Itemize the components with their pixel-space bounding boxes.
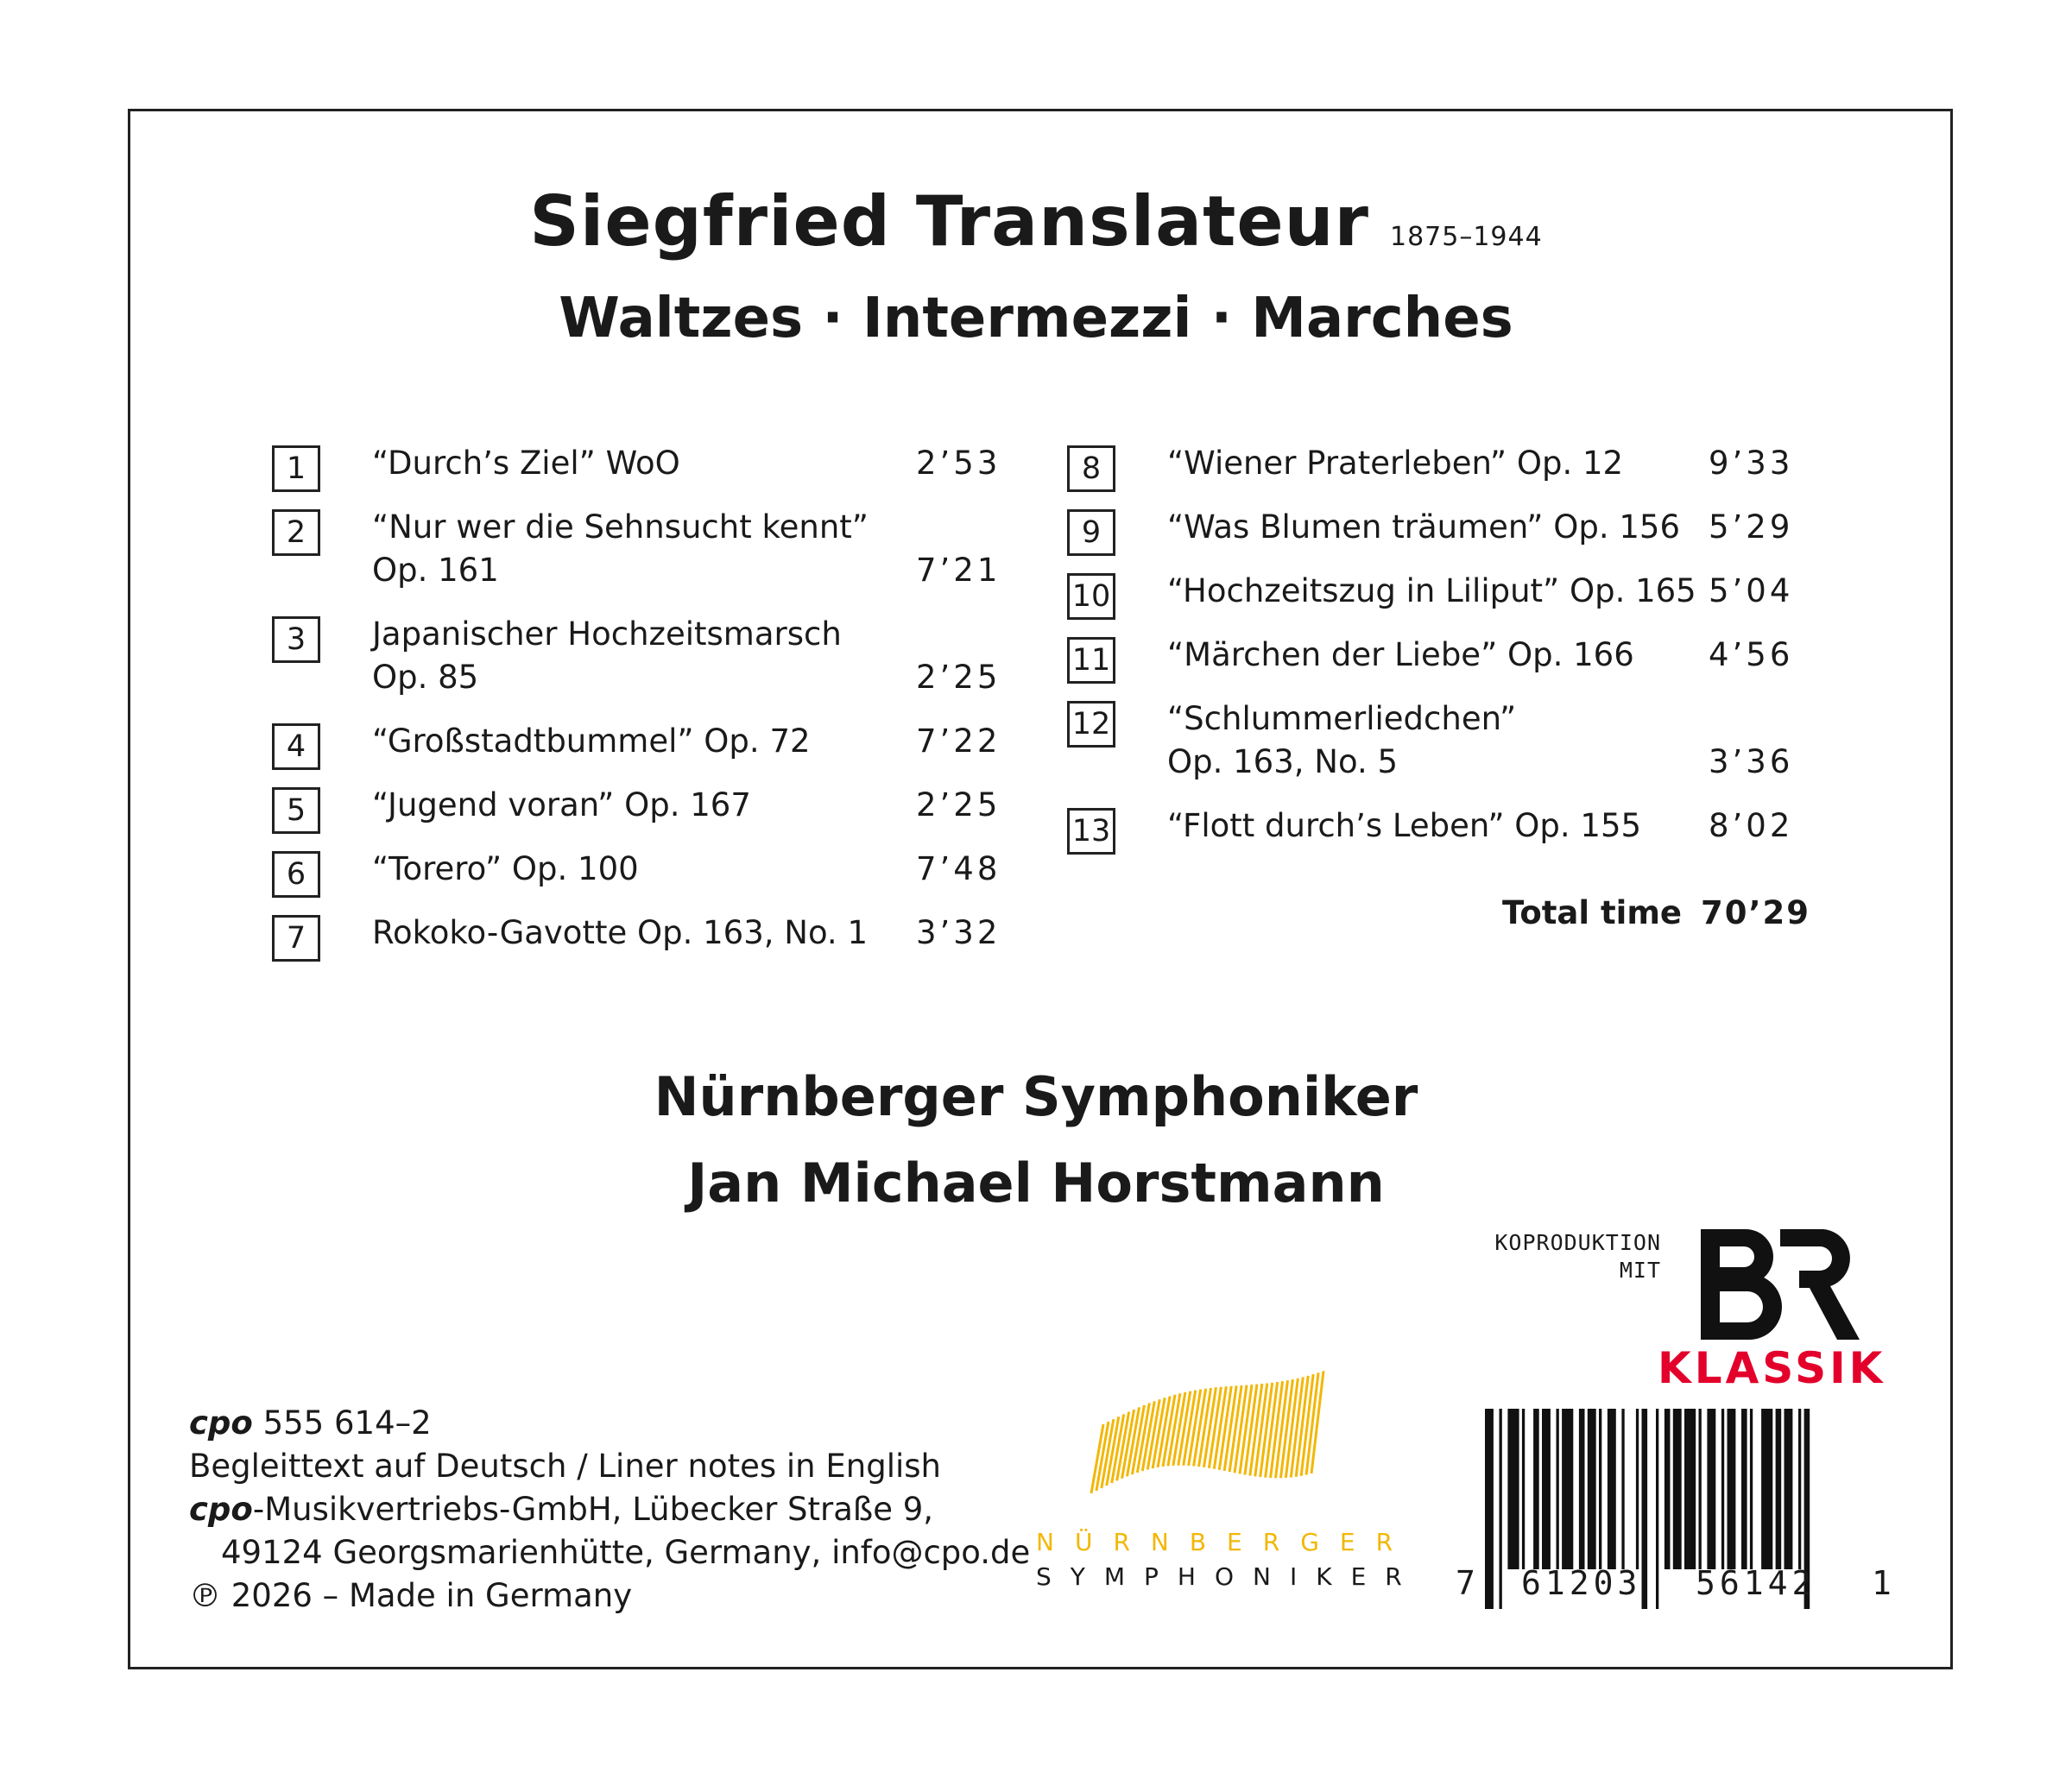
track-time: 2’53	[916, 445, 1001, 482]
barcode-bar	[1642, 1409, 1648, 1609]
orchestra-logo-line2: SYMPHONIKER	[1036, 1562, 1421, 1591]
barcode-bar	[1707, 1409, 1715, 1569]
catalog-line	[189, 1402, 432, 1445]
track-number: 12	[1067, 701, 1115, 748]
album-subtitle: Waltzes · Intermezzi · Marches	[559, 287, 1513, 350]
barcode-bar	[1579, 1409, 1585, 1569]
track-time: 9’33	[1709, 445, 1794, 482]
stylized-wave-flag-icon	[1079, 1355, 1338, 1498]
total-time-label: Total time	[1502, 894, 1682, 931]
br-klassik-wordmark: KLASSIK	[1658, 1343, 1886, 1393]
barcode-bar	[1557, 1409, 1559, 1569]
barcode-bar	[1798, 1409, 1801, 1569]
liner-notes-line: Begleittext auf Deutsch / Liner notes in English	[189, 1448, 941, 1485]
track-opus: Op. 161	[372, 552, 499, 589]
track-time: 8’02	[1709, 807, 1794, 844]
track-time: 2’25	[916, 786, 1001, 823]
barcode-bar	[1741, 1409, 1747, 1569]
composer-years: 1875–1944	[1390, 222, 1543, 252]
coproduction-line2: MIT	[1619, 1258, 1661, 1283]
track-time: 2’25	[916, 659, 1001, 696]
barcode-bar	[1542, 1409, 1551, 1569]
orchestra-logo-line1: NÜRNBERGER	[1036, 1528, 1414, 1556]
barcode-bar	[1785, 1409, 1793, 1569]
track-number: 8	[1067, 445, 1115, 492]
track-title: Rokoko-Gavotte Op. 163, No. 1	[372, 914, 868, 951]
track-time: 3’36	[1709, 743, 1794, 780]
track-time: 7’22	[916, 722, 1001, 760]
track-number: 4	[272, 723, 320, 770]
barcode-bar	[1533, 1409, 1539, 1569]
track-time: 5’04	[1709, 572, 1794, 609]
track-title: “Torero” Op. 100	[372, 850, 639, 887]
track-title: “Jugend voran” Op. 167	[372, 786, 751, 823]
company-line	[189, 1488, 933, 1531]
coproduction-label	[1468, 1229, 1661, 1284]
track-title: “Wiener Praterleben” Op. 12	[1167, 445, 1624, 482]
br-logo-glyph	[1701, 1229, 1860, 1340]
composer-heading	[0, 181, 2072, 262]
barcode-bar	[1608, 1409, 1616, 1569]
track-number: 7	[272, 915, 320, 962]
barcode-bar	[1684, 1409, 1696, 1569]
barcode-bar	[1599, 1409, 1601, 1569]
barcode-bar	[1673, 1409, 1682, 1569]
track-time: 7’21	[916, 552, 1001, 589]
total-time-value: 70’29	[1700, 894, 1811, 931]
track-title: “Nur wer die Sehnsucht kennt”	[372, 508, 869, 546]
track-time: 3’32	[916, 914, 1001, 951]
br-logo	[1694, 1224, 1867, 1345]
coproduction-line1: KOPRODUKTION	[1494, 1230, 1661, 1255]
barcode-digits-right: 56142	[1696, 1564, 1816, 1602]
track-title: “Flott durch’s Leben” Op. 155	[1167, 807, 1642, 844]
company-text: -Musikvertriebs-GmbH, Lübecker Straße 9,	[252, 1491, 934, 1528]
barcode-bar	[1636, 1409, 1639, 1569]
cpo-logo-inline: cpo	[189, 1491, 253, 1528]
track-opus: Op. 85	[372, 659, 479, 696]
barcode-bar	[1621, 1409, 1624, 1569]
barcode-digits-left: 61203	[1521, 1564, 1642, 1602]
barcode-digit-last: 1	[1872, 1564, 1896, 1602]
track-title: “Durch’s Ziel” WoO	[372, 445, 680, 482]
track-number: 2	[272, 509, 320, 556]
track-number: 11	[1067, 637, 1115, 684]
track-time: 7’48	[916, 850, 1001, 887]
track-time: 4’56	[1709, 636, 1794, 673]
track-opus: Op. 163, No. 5	[1167, 743, 1399, 780]
barcode-bar	[1562, 1409, 1573, 1569]
barcode-bar	[1665, 1409, 1671, 1569]
cpo-logo: cpo	[189, 1404, 253, 1442]
barcode-bar	[1588, 1409, 1596, 1569]
track-number: 5	[272, 787, 320, 834]
track-number: 9	[1067, 509, 1115, 556]
barcode-bar	[1776, 1409, 1782, 1569]
barcode-bar	[1699, 1409, 1702, 1569]
barcode-bar	[1721, 1409, 1724, 1569]
barcode-digit-first: 7	[1456, 1564, 1480, 1602]
track-title: “Schlummerliedchen”	[1167, 700, 1517, 737]
barcode-bar	[1485, 1409, 1494, 1609]
track-number: 3	[272, 616, 320, 663]
conductor-name: Jan Michael Horstmann	[687, 1152, 1385, 1215]
catalog-number: 555 614–2	[252, 1404, 432, 1442]
barcode-bar	[1500, 1409, 1502, 1609]
track-title: Japanischer Hochzeitsmarsch	[372, 615, 842, 653]
barcode-bar	[1761, 1409, 1772, 1569]
track-number: 10	[1067, 573, 1115, 620]
track-title: “Märchen der Liebe” Op. 166	[1167, 636, 1634, 673]
barcode-bar	[1507, 1409, 1519, 1569]
orchestra-name: Nürnberger Symphoniker	[654, 1065, 1418, 1128]
barcode-bar	[1750, 1409, 1753, 1569]
track-title: “Was Blumen träumen” Op. 156	[1167, 508, 1680, 546]
track-title: “Großstadtbummel” Op. 72	[372, 722, 811, 760]
barcode-bar	[1656, 1409, 1658, 1609]
track-number: 6	[272, 851, 320, 898]
track-number: 13	[1067, 808, 1115, 855]
barcode-bar	[1728, 1409, 1736, 1569]
composer-name: Siegfried Translateur	[529, 181, 1369, 262]
total-time	[1502, 894, 1810, 931]
copyright-line: ℗ 2026 – Made in Germany	[189, 1577, 633, 1614]
barcode-bar	[1522, 1409, 1525, 1569]
track-time: 5’29	[1709, 508, 1794, 546]
address-line: 49124 Georgsmarienhütte, Germany, info@cpo.de	[221, 1534, 1031, 1571]
track-title: “Hochzeitszug in Liliput” Op. 165	[1167, 572, 1696, 609]
track-number: 1	[272, 445, 320, 492]
